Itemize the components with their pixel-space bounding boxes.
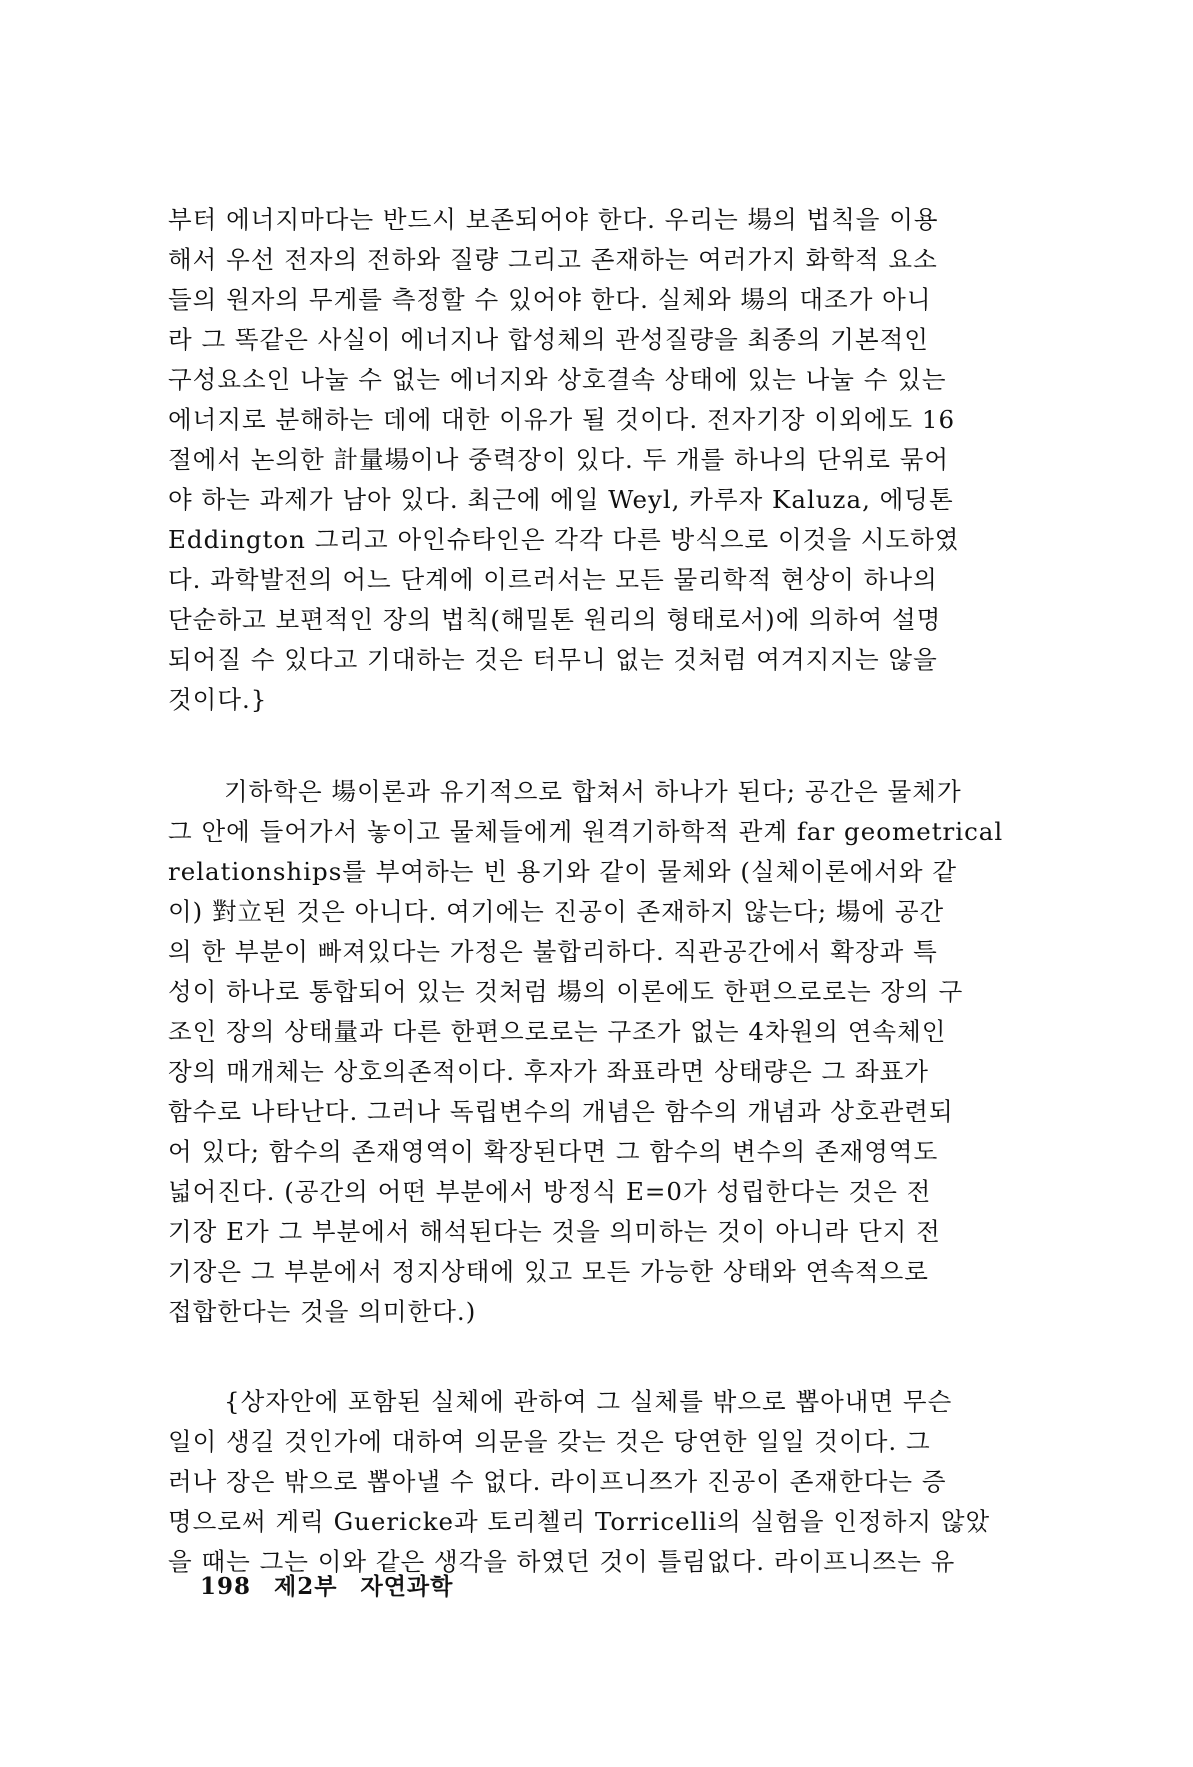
text-line: 들의 원자의 무게를 측정할 수 있어야 한다. 실체와 場의 대조가 아니 xyxy=(168,285,932,314)
text-line: 명으로써 게릭 Guericke과 토리첼리 Torricelli의 실험을 인정하지 않았 xyxy=(168,1507,991,1536)
page-footer xyxy=(200,1568,467,1601)
text-line: 의 한 부분이 빠져있다는 가정은 불합리하다. 직관공간에서 확장과 특 xyxy=(168,937,938,966)
text-line: 을 때는 그는 이와 같은 생각을 하였던 것이 틀림없다. 라이프니쯔는 유 xyxy=(168,1547,956,1576)
text-line: 해서 우선 전자의 전하와 질량 그리고 존재하는 여러가지 화학적 요소 xyxy=(168,245,938,274)
text-line: 러나 장은 밖으로 뽑아낼 수 없다. 라이프니쯔가 진공이 존재한다는 증 xyxy=(168,1467,947,1496)
part-label: 제2부 xyxy=(274,1573,338,1600)
text-line: 함수로 나타난다. 그러나 독립변수의 개념은 함수의 개념과 상호관련되 xyxy=(168,1097,954,1126)
text-line: 조인 장의 상태量과 다른 한편으로로는 구조가 없는 4차원의 연속체인 xyxy=(168,1017,947,1046)
text-line: 이) 對立된 것은 아니다. 여기에는 진공이 존재하지 않는다; 場에 공간 xyxy=(168,897,945,926)
text-line: 구성요소인 나눌 수 없는 에너지와 상호결속 상태에 있는 나눌 수 있는 xyxy=(168,365,947,394)
text-line: 에너지로 분해하는 데에 대한 이유가 될 것이다. 전자기장 이외에도 16 xyxy=(168,405,956,434)
text-line: 그 안에 들어가서 놓이고 물체들에게 원격기하학적 관계 far geometrical xyxy=(168,817,1004,846)
section-title: 자연과학 xyxy=(360,1573,454,1600)
text-line: 되어질 수 있다고 기대하는 것은 터무니 없는 것처럼 여겨지지는 않을 xyxy=(168,645,938,674)
text-line: 야 하는 과제가 남아 있다. 최근에 에일 Weyl, 카루자 Kaluza, 에딩톤 xyxy=(168,485,954,514)
text-line: 장의 매개체는 상호의존적이다. 후자가 좌표라면 상태량은 그 좌표가 xyxy=(168,1057,929,1086)
text-line: 것이다.} xyxy=(168,685,268,714)
text-line: 성이 하나로 통합되어 있는 것처럼 場의 이론에도 한편으로로는 장의 구 xyxy=(168,977,964,1006)
text-line: 넓어진다. (공간의 어떤 부분에서 방정식 E=0가 성립한다는 것은 전 xyxy=(168,1177,932,1206)
text-line: 다. 과학발전의 어느 단계에 이르러서는 모든 물리학적 현상이 하나의 xyxy=(168,565,938,594)
text-line: 기장은 그 부분에서 정지상태에 있고 모든 가능한 상태와 연속적으로 xyxy=(168,1257,929,1286)
page-body xyxy=(168,200,1060,1582)
text-line: relationships를 부여하는 빈 용기와 같이 물체와 (실체이론에서와 같 xyxy=(168,857,958,886)
text-line: 접합한다는 것을 의미한다.) xyxy=(168,1297,477,1326)
text-line: 기장 E가 그 부분에서 해석된다는 것을 의미하는 것이 아니라 단지 전 xyxy=(168,1217,941,1246)
text-line: Eddington 그리고 아인슈타인은 각각 다른 방식으로 이것을 시도하였 xyxy=(168,525,960,554)
paragraph-1 xyxy=(168,200,1060,720)
paragraph-gap xyxy=(168,1332,1060,1382)
text-line: 라 그 똑같은 사실이 에너지나 합성체의 관성질량을 최종의 기본적인 xyxy=(168,325,929,354)
text-line: 일이 생길 것인가에 대하여 의문을 갖는 것은 당연한 일일 것이다. 그 xyxy=(168,1427,931,1456)
page-number: 198 xyxy=(200,1573,252,1600)
text-line: {상자안에 포함된 실체에 관하여 그 실체를 밖으로 뽑아내면 무슨 xyxy=(224,1387,953,1416)
paragraph-2 xyxy=(168,772,1060,1332)
paragraph-3 xyxy=(168,1382,1060,1582)
paragraph-gap xyxy=(168,720,1060,772)
text-line: 어 있다; 함수의 존재영역이 확장된다면 그 함수의 변수의 존재영역도 xyxy=(168,1137,939,1166)
text-line: 단순하고 보편적인 장의 법칙(해밀톤 원리의 형태로서)에 의하여 설명 xyxy=(168,605,942,634)
text-line: 부터 에너지마다는 반드시 보존되어야 한다. 우리는 場의 법칙을 이용 xyxy=(168,205,939,234)
text-line: 절에서 논의한 計量場이나 중력장이 있다. 두 개를 하나의 단위로 묶어 xyxy=(168,445,950,474)
text-line: 기하학은 場이론과 유기적으로 합쳐서 하나가 된다; 공간은 물체가 xyxy=(224,777,962,806)
